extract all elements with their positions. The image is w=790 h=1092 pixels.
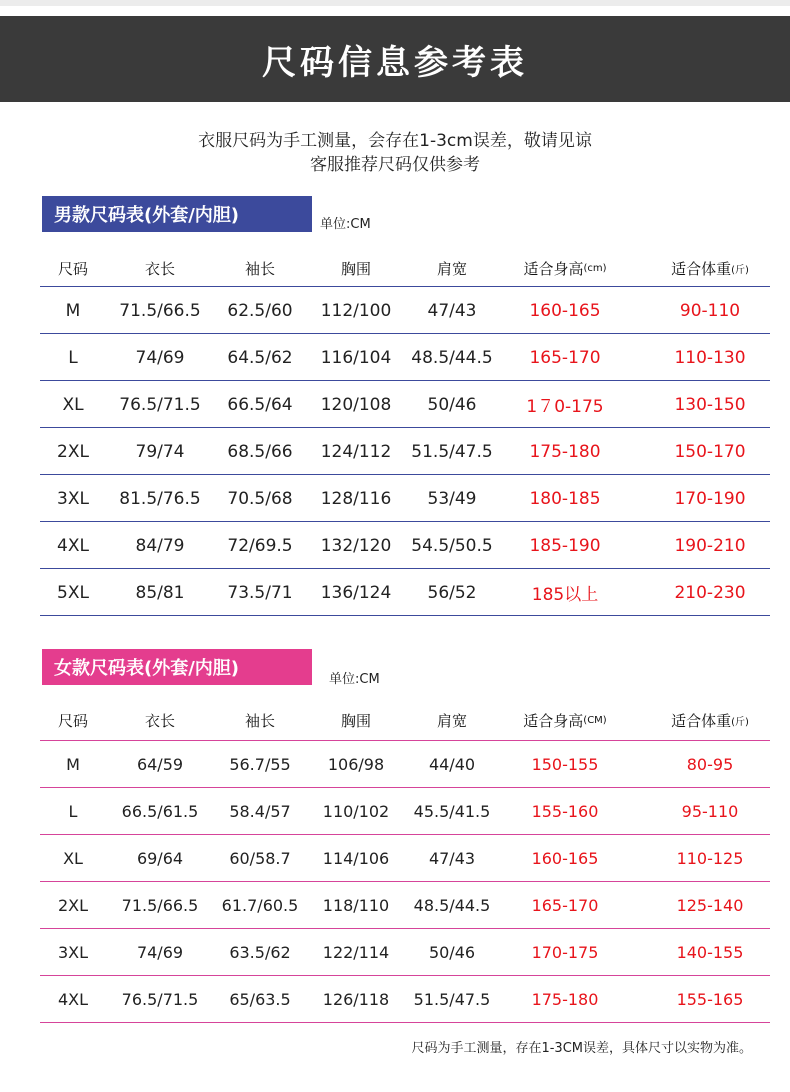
cell-size: 4XL — [57, 990, 89, 1009]
men-size-table — [40, 250, 770, 630]
cell-height: 175-180 — [531, 990, 599, 1009]
header-chest-label: 胸围 — [340, 711, 371, 730]
cell-size: M — [66, 755, 80, 774]
cell-size: 2XL — [57, 896, 89, 915]
cell-size: XL — [63, 849, 83, 868]
cell-shoulder: 50/46 — [427, 394, 477, 415]
cell-shoulder: 54.5/50.5 — [411, 535, 493, 556]
cell-chest: 126/118 — [322, 990, 390, 1009]
cell-size: 3XL — [57, 488, 89, 509]
cell-shoulder: 51.5/47.5 — [411, 441, 493, 462]
header-size-label: 尺码 — [57, 259, 88, 278]
cell-weight: 155-165 — [676, 990, 744, 1009]
cell-size: 4XL — [57, 535, 89, 556]
cell-height: 180-185 — [529, 488, 601, 509]
cell-weight: 130-150 — [674, 394, 746, 415]
cell-weight: 150-170 — [674, 441, 746, 462]
cell-shoulder: 47/43 — [428, 849, 476, 868]
cell-chest: 116/104 — [320, 347, 392, 368]
men-section-heading: 男款尺码表(外套/内胆) — [42, 196, 312, 232]
cell-height: 165-170 — [529, 347, 601, 368]
cell-sleeve: 70.5/68 — [227, 488, 293, 509]
header-height-unit: (cm) — [583, 262, 607, 274]
cell-weight: 95-110 — [681, 802, 739, 821]
cell-shoulder: 51.5/47.5 — [413, 990, 491, 1009]
cell-size: M — [65, 300, 81, 321]
header-shoulder — [392, 250, 512, 286]
cell-chest: 118/110 — [322, 896, 390, 915]
intro-line-1: 衣服尺码为手工测量，会存在1-3cm误差，敬请见谅 — [198, 131, 592, 151]
cell-chest: 120/108 — [320, 394, 392, 415]
table-row — [40, 835, 770, 882]
cell-shoulder: 45.5/41.5 — [413, 802, 491, 821]
header-height — [505, 700, 625, 740]
cell-shoulder: 50/46 — [428, 943, 476, 962]
cell-chest: 124/112 — [320, 441, 392, 462]
cell-length: 84/79 — [135, 535, 185, 556]
cell-weight: 190-210 — [674, 535, 746, 556]
table-header-row — [40, 250, 770, 286]
cell-sleeve: 62.5/60 — [227, 300, 293, 321]
header-length-label: 衣长 — [144, 711, 175, 730]
cell-height: 1７0-175 — [526, 397, 604, 417]
cell-chest: 114/106 — [322, 849, 390, 868]
cell-weight: 110-125 — [676, 849, 744, 868]
header-shoulder — [392, 700, 512, 740]
cell-shoulder: 56/52 — [427, 582, 477, 603]
table-row — [40, 334, 770, 381]
header-weight-unit: (斤) — [731, 716, 749, 728]
cell-weight: 210-230 — [674, 582, 746, 603]
table-row — [40, 929, 770, 976]
table-row — [40, 882, 770, 929]
cell-length: 74/69 — [135, 347, 185, 368]
cell-size: 5XL — [57, 582, 89, 603]
footer-note: 尺码为手工测量，存在1-3CM误差，具体尺寸以实物为准。 — [411, 1041, 752, 1056]
table-row — [40, 976, 770, 1023]
table-row — [40, 522, 770, 569]
table-row — [40, 475, 770, 522]
cell-chest: 110/102 — [322, 802, 390, 821]
table-header-row — [40, 700, 770, 740]
header-weight-label: 适合体重 — [671, 711, 732, 730]
cell-length: 66.5/61.5 — [121, 802, 199, 821]
cell-weight: 110-130 — [674, 347, 746, 368]
cell-height: 175-180 — [529, 441, 601, 462]
header-shoulder-label: 肩宽 — [436, 711, 467, 730]
cell-weight: 125-140 — [676, 896, 744, 915]
header-size-label: 尺码 — [57, 711, 88, 730]
cell-sleeve: 63.5/62 — [229, 943, 291, 962]
cell-sleeve: 72/69.5 — [227, 535, 293, 556]
cell-chest: 136/124 — [320, 582, 392, 603]
header-weight-label: 适合体重 — [671, 259, 732, 278]
cell-length: 81.5/76.5 — [119, 488, 201, 509]
cell-shoulder: 48.5/44.5 — [411, 347, 493, 368]
header-chest-label: 胸围 — [340, 259, 371, 278]
table-row — [40, 741, 770, 788]
cell-size: L — [68, 802, 78, 821]
cell-sleeve: 64.5/62 — [227, 347, 293, 368]
cell-chest: 112/100 — [320, 300, 392, 321]
row-divider — [40, 615, 770, 616]
cell-length: 71.5/66.5 — [119, 300, 201, 321]
header-weight — [650, 250, 770, 286]
cell-sleeve: 56.7/55 — [229, 755, 291, 774]
men-unit-label: 单位:CM — [320, 217, 371, 232]
header-shoulder-label: 肩宽 — [436, 259, 467, 278]
cell-height: 185以上 — [531, 585, 599, 605]
cell-length: 79/74 — [135, 441, 185, 462]
header-height-label: 适合身高 — [523, 711, 584, 730]
page-title: 尺码信息参考表 — [0, 16, 790, 102]
cell-height: 185-190 — [529, 535, 601, 556]
cell-length: 76.5/71.5 — [119, 394, 201, 415]
table-row — [40, 381, 770, 428]
cell-sleeve: 60/58.7 — [229, 849, 291, 868]
header-length-label: 衣长 — [144, 259, 175, 278]
cell-height: 160-165 — [529, 300, 601, 321]
cell-weight: 90-110 — [679, 300, 741, 321]
cell-shoulder: 48.5/44.5 — [413, 896, 491, 915]
table-row — [40, 788, 770, 835]
cell-sleeve: 61.7/60.5 — [221, 896, 299, 915]
cell-size: XL — [62, 394, 84, 415]
women-unit-label: 单位:CM — [329, 672, 380, 687]
table-row — [40, 428, 770, 475]
cell-chest: 128/116 — [320, 488, 392, 509]
women-section-heading: 女款尺码表(外套/内胆) — [42, 649, 312, 685]
header-weight — [650, 700, 770, 740]
cell-sleeve: 65/63.5 — [229, 990, 291, 1009]
top-strip — [0, 0, 790, 6]
cell-weight: 140-155 — [676, 943, 744, 962]
cell-height: 170-175 — [531, 943, 599, 962]
header-height — [505, 250, 625, 286]
cell-chest: 122/114 — [322, 943, 390, 962]
header-sleeve-label: 袖长 — [244, 711, 275, 730]
women-size-table — [40, 700, 770, 1030]
cell-size: 3XL — [57, 943, 89, 962]
cell-height: 165-170 — [531, 896, 599, 915]
cell-height: 160-165 — [531, 849, 599, 868]
cell-height: 155-160 — [531, 802, 599, 821]
cell-height: 150-155 — [531, 755, 599, 774]
cell-size: L — [68, 347, 78, 368]
cell-sleeve: 73.5/71 — [227, 582, 293, 603]
intro-line-2: 客服推荐尺码仅供参考 — [310, 155, 480, 175]
header-sleeve-label: 袖长 — [244, 259, 275, 278]
cell-weight: 170-190 — [674, 488, 746, 509]
cell-length: 71.5/66.5 — [121, 896, 199, 915]
cell-shoulder: 44/40 — [428, 755, 476, 774]
cell-sleeve: 66.5/64 — [227, 394, 293, 415]
cell-length: 74/69 — [136, 943, 184, 962]
cell-shoulder: 47/43 — [427, 300, 477, 321]
cell-chest: 132/120 — [320, 535, 392, 556]
table-row — [40, 287, 770, 334]
cell-length: 85/81 — [135, 582, 185, 603]
cell-sleeve: 58.4/57 — [229, 802, 291, 821]
table-row — [40, 569, 770, 616]
header-weight-unit: (斤) — [731, 264, 749, 276]
cell-length: 69/64 — [136, 849, 184, 868]
header-height-label: 适合身高 — [523, 259, 584, 278]
header-height-unit: (CM) — [583, 714, 607, 726]
cell-chest: 106/98 — [327, 755, 385, 774]
cell-sleeve: 68.5/66 — [227, 441, 293, 462]
row-divider — [40, 1022, 770, 1023]
cell-shoulder: 53/49 — [427, 488, 477, 509]
cell-length: 64/59 — [136, 755, 184, 774]
cell-size: 2XL — [57, 441, 89, 462]
cell-length: 76.5/71.5 — [121, 990, 199, 1009]
cell-weight: 80-95 — [686, 755, 734, 774]
